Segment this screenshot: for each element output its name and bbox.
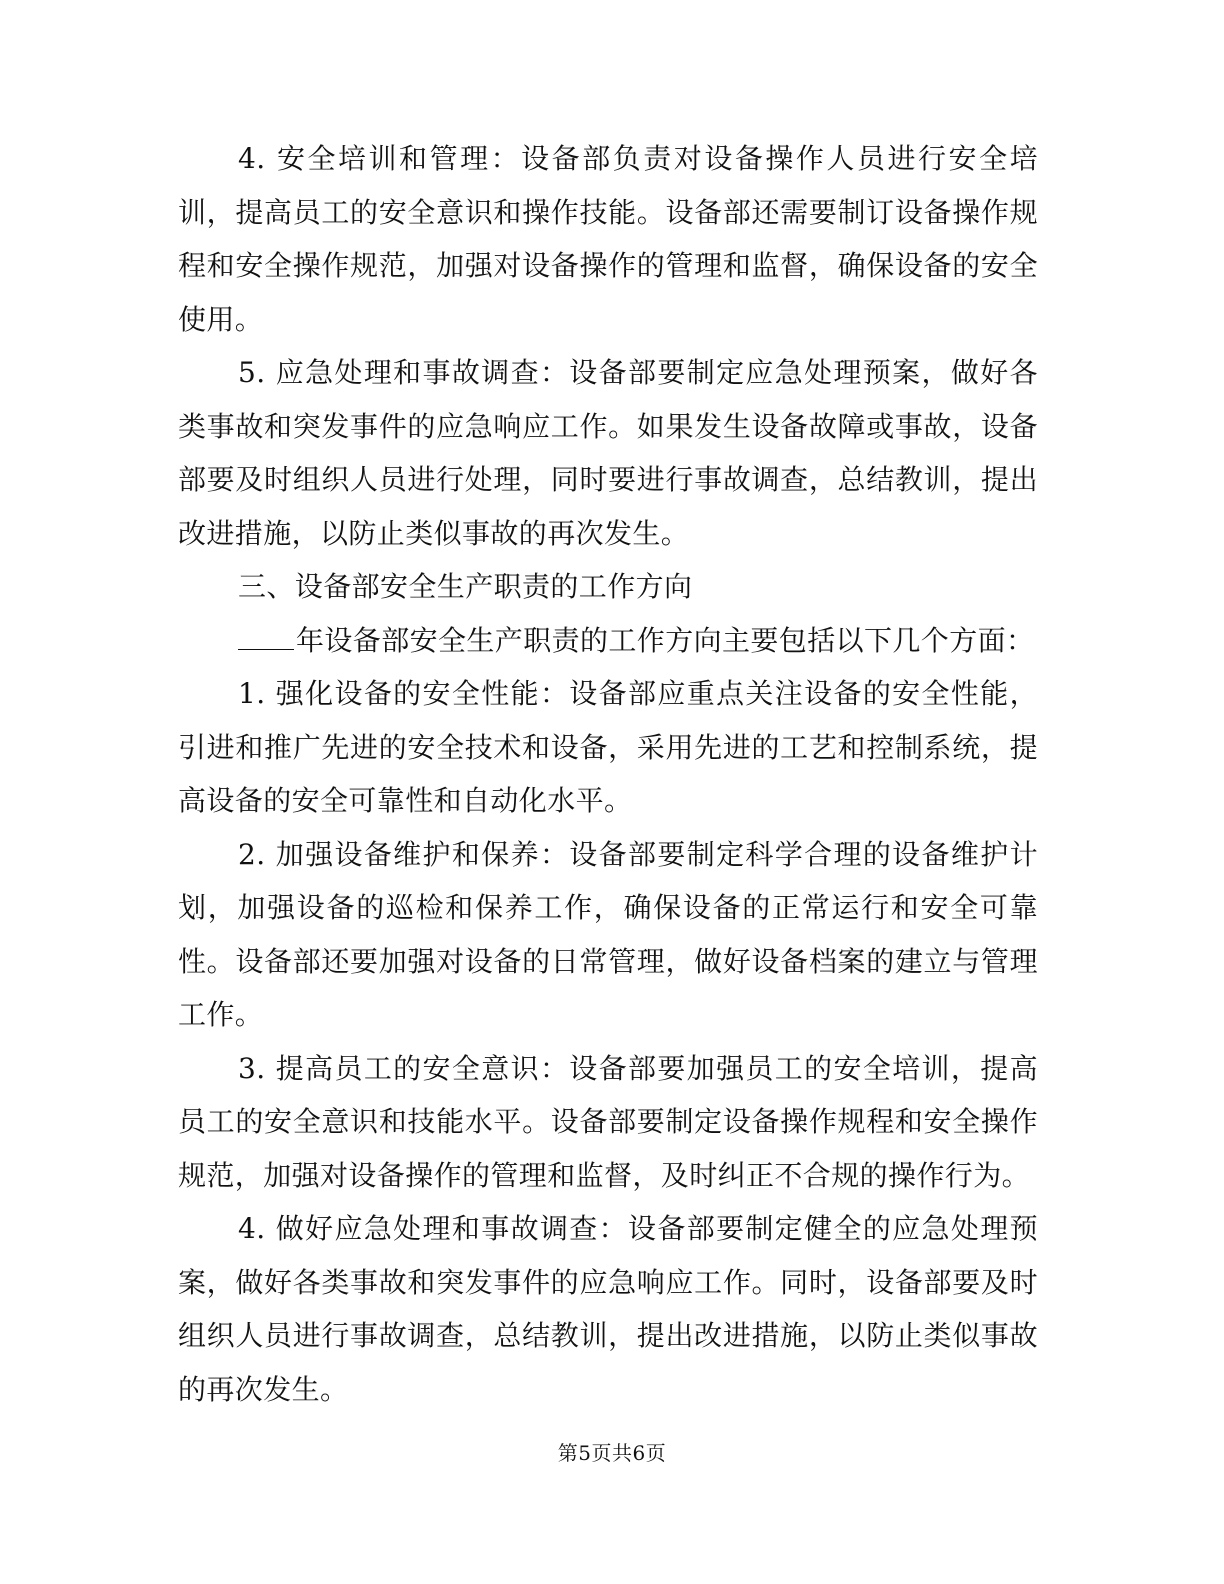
paragraph-emergency-handling: 5. 应急处理和事故调查：设备部要制定应急处理预案，做好各类事故和突发事件的应急响应工作。如果发生设备故障或事故，设备部要及时组织人员进行处理，同时要进行事故调查，总结教训，提出改进措施，以防止类似事故的再次发生。 bbox=[178, 356, 1038, 550]
section-heading: 三、设备部安全生产职责的工作方向 bbox=[238, 570, 693, 603]
list-item: 4. 做好应急处理和事故调查：设备部要制定健全的应急处理预案，做好各类事故和突发事件的应急响应工作。同时，设备部要及时组织人员进行事故调查，总结教训，提出改进措施，以防止类似事故的再次发生。 bbox=[178, 1212, 1038, 1406]
list-item: 1. 强化设备的安全性能：设备部应重点关注设备的安全性能，引进和推广先进的安全技术和设备，采用先进的工艺和控制系统，提高设备的安全可靠性和自动化水平。 bbox=[178, 677, 1038, 817]
list-item: 3. 提高员工的安全意识：设备部要加强员工的安全培训，提高员工的安全意识和技能水平。设备部要制定设备操作规程和安全操作规范，加强对设备操作的管理和监督，及时纠正不合规的操作行为。 bbox=[178, 1051, 1038, 1192]
page-number-footer: 第5页共6页 bbox=[557, 1441, 667, 1465]
intro-text: 年设备部安全生产职责的工作方向主要包括以下几个方面： bbox=[296, 623, 1035, 657]
list-item: 2. 加强设备维护和保养：设备部要制定科学合理的设备维护计划，加强设备的巡检和保养工作，确保设备的正常运行和安全可靠性。设备部还要加强对设备的日常管理，做好设备档案的建立与管理工作。 bbox=[178, 837, 1038, 1031]
year-blank bbox=[238, 625, 294, 650]
document-body bbox=[178, 132, 1038, 1416]
paragraph-safety-training: 4. 安全培训和管理：设备部负责对设备操作人员进行安全培训，提高员工的安全意识和操作技能。设备部还需要制订设备操作规程和安全操作规范，加强对设备操作的管理和监督，确保设备的安全使用。 bbox=[178, 142, 1038, 336]
intro-line bbox=[178, 614, 1038, 668]
